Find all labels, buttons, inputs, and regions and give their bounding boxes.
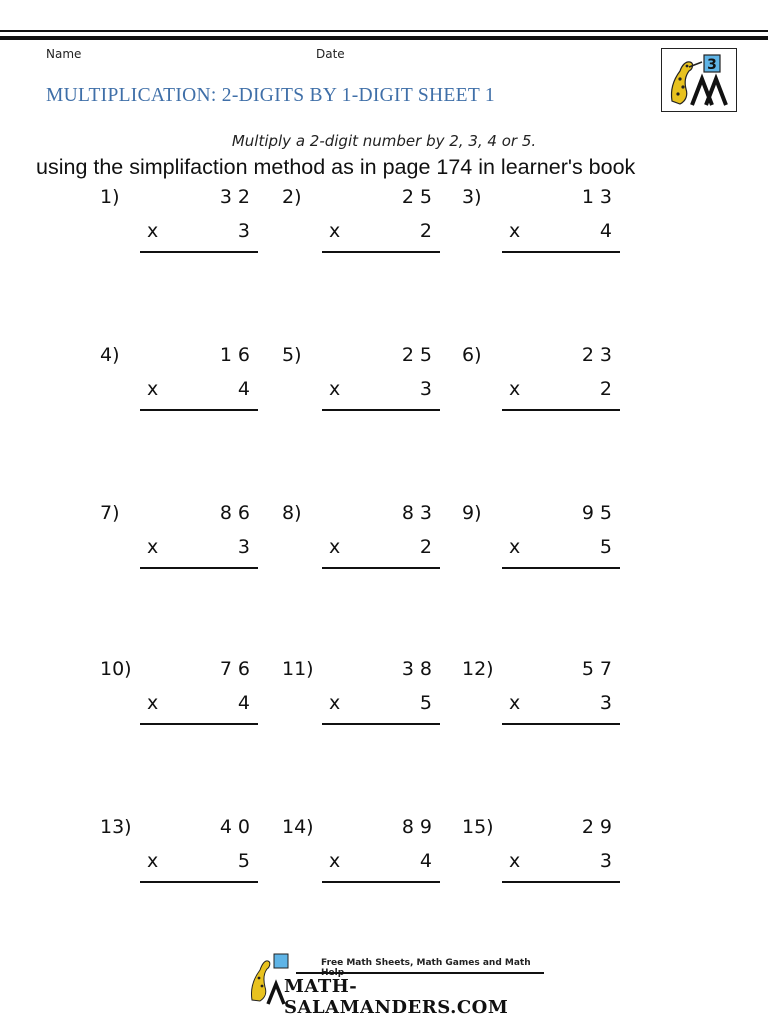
problem-operator: x <box>147 536 159 558</box>
answer-line <box>140 409 258 411</box>
salamander-logo <box>661 48 737 112</box>
top-rule-thin <box>0 30 768 32</box>
problem-15 <box>462 816 618 896</box>
problem-operator: x <box>509 378 521 400</box>
name-label: Name <box>46 47 82 61</box>
problem-number: 9) <box>462 502 482 524</box>
problem-multiplier: 2 <box>419 220 432 242</box>
answer-line <box>140 881 258 883</box>
problem-2 <box>282 186 438 266</box>
instruction-text: using the simplifaction method as in page 174 in learner's book <box>36 155 636 179</box>
problem-number: 6) <box>462 344 482 366</box>
answer-line <box>502 567 620 569</box>
footer-tagline: Free Math Sheets, Math Games and Math <box>321 958 531 968</box>
problem-multiplier: 3 <box>419 378 432 400</box>
date-label: Date <box>316 47 345 61</box>
problem-operator: x <box>147 850 159 872</box>
problem-3 <box>462 186 618 266</box>
answer-line <box>140 251 258 253</box>
problem-operator: x <box>147 692 159 714</box>
problem-multiplier: 4 <box>599 220 612 242</box>
problem-number: 10) <box>100 658 132 680</box>
footer-brand-text: MATH-SALAMANDERS.COM <box>284 976 509 1018</box>
answer-line <box>140 567 258 569</box>
problem-multiplier: 3 <box>599 692 612 714</box>
problem-number: 5) <box>282 344 302 366</box>
problem-1 <box>100 186 256 266</box>
problem-number: 8) <box>282 502 302 524</box>
problem-multiplier: 3 <box>237 220 250 242</box>
problem-number: 15) <box>462 816 494 838</box>
problem-multiplier: 5 <box>237 850 250 872</box>
problem-number: 14) <box>282 816 314 838</box>
problem-operator: x <box>509 850 521 872</box>
answer-line <box>322 251 440 253</box>
problem-multiplicand: 32 <box>219 186 256 208</box>
problem-operator: x <box>509 692 521 714</box>
problem-multiplier: 5 <box>599 536 612 558</box>
problem-multiplicand: 13 <box>581 186 618 208</box>
problem-multiplicand: 16 <box>219 344 256 366</box>
problem-number: 13) <box>100 816 132 838</box>
problem-multiplicand: 25 <box>401 186 438 208</box>
problem-multiplier: 4 <box>237 692 250 714</box>
problem-number: 4) <box>100 344 120 366</box>
logo-number: 3 <box>707 57 717 73</box>
problem-multiplicand: 83 <box>401 502 438 524</box>
problem-number: 12) <box>462 658 494 680</box>
problem-operator: x <box>509 536 521 558</box>
problem-multiplicand: 23 <box>581 344 618 366</box>
top-rule-thick <box>0 36 768 40</box>
problem-multiplier: 4 <box>419 850 432 872</box>
problem-4 <box>100 344 256 424</box>
footer-divider <box>296 972 544 974</box>
problem-multiplicand: 76 <box>219 658 256 680</box>
problem-multiplicand: 89 <box>401 816 438 838</box>
problem-12 <box>462 658 618 738</box>
problem-multiplier: 2 <box>599 378 612 400</box>
problem-8 <box>282 502 438 582</box>
problem-multiplicand: 29 <box>581 816 618 838</box>
problem-operator: x <box>329 220 341 242</box>
problem-operator: x <box>509 220 521 242</box>
answer-line <box>322 881 440 883</box>
problem-14 <box>282 816 438 896</box>
worksheet-subtitle: Multiply a 2-digit number by 2, 3, 4 or 5. <box>231 132 537 150</box>
problem-multiplicand: 86 <box>219 502 256 524</box>
problem-multiplier: 4 <box>237 378 250 400</box>
problem-operator: x <box>329 378 341 400</box>
salamander-logo-icon <box>662 49 735 110</box>
problem-number: 7) <box>100 502 120 524</box>
footer-branding <box>246 948 546 1018</box>
problem-multiplicand: 95 <box>581 502 618 524</box>
problem-11 <box>282 658 438 738</box>
problem-operator: x <box>147 378 159 400</box>
problem-7 <box>100 502 256 582</box>
answer-line <box>322 409 440 411</box>
problem-number: 11) <box>282 658 314 680</box>
problem-multiplicand: 25 <box>401 344 438 366</box>
problem-5 <box>282 344 438 424</box>
problem-multiplicand: 38 <box>401 658 438 680</box>
answer-line <box>322 567 440 569</box>
sheet-title: MULTIPLICATION: 2-DIGITS BY 1-DIGIT SHEET 1 <box>46 85 495 106</box>
problem-multiplier: 2 <box>419 536 432 558</box>
problem-operator: x <box>329 536 341 558</box>
answer-line <box>140 723 258 725</box>
answer-line <box>502 251 620 253</box>
problem-6 <box>462 344 618 424</box>
answer-line <box>502 723 620 725</box>
problem-10 <box>100 658 256 738</box>
problem-multiplier: 3 <box>599 850 612 872</box>
problem-operator: x <box>147 220 159 242</box>
problem-9 <box>462 502 618 582</box>
problem-number: 1) <box>100 186 120 208</box>
answer-line <box>322 723 440 725</box>
problem-multiplier: 5 <box>419 692 432 714</box>
problem-operator: x <box>329 850 341 872</box>
problem-multiplier: 3 <box>237 536 250 558</box>
problem-multiplicand: 57 <box>581 658 618 680</box>
problem-number: 2) <box>282 186 302 208</box>
problem-multiplicand: 40 <box>219 816 256 838</box>
answer-line <box>502 409 620 411</box>
problem-13 <box>100 816 256 896</box>
answer-line <box>502 881 620 883</box>
problem-number: 3) <box>462 186 482 208</box>
problem-operator: x <box>329 692 341 714</box>
